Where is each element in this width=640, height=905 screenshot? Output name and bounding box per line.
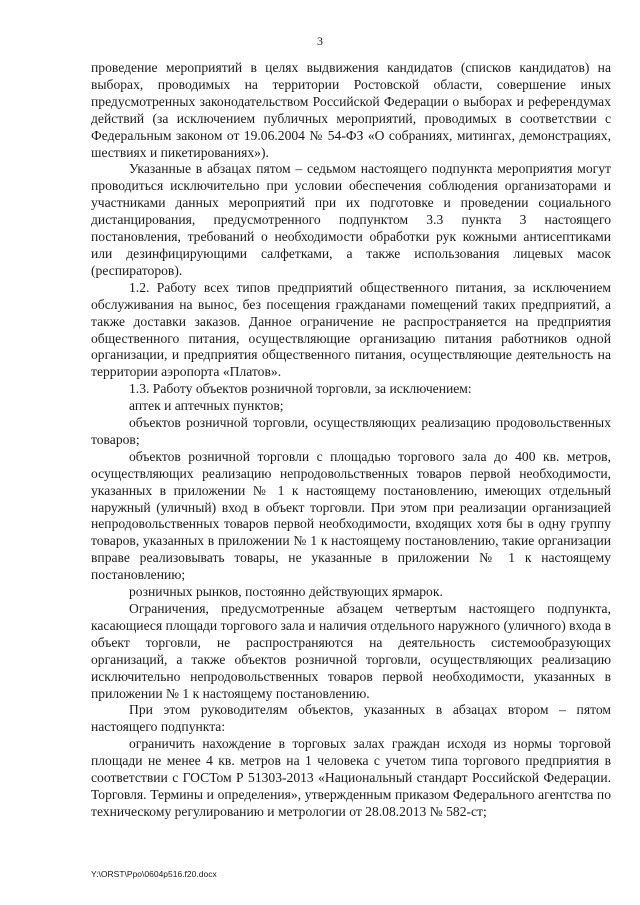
paragraph: аптек и аптечных пунктов; <box>129 398 284 414</box>
paragraph: розничных рынков, постоянно действующих ярмарок. <box>129 584 443 600</box>
paragraph: Указанные в абзацах пятом – седьмом настоящего подпункта мероприятия могут проводиться исключительно при условии обеспечения соблюдения организаторами и участниками данных мероприятий при их подготовке и проведении социального дистанцирования, предусмотренного подпунктом 3.3 пункта 3 настоящего постановления, требований о необходимости обработки рук кожными антисептиками или дезинфицирующими салфетками, а также использования лицевых масок (респираторов). <box>91 161 611 278</box>
paragraph: ограничить нахождение в торговых залах граждан исходя из нормы торговой площади не менее 4 кв. метров на 1 человека с учетом типа торгового предприятия в соответствии с ГОСТом Р 51303-2013 «Национальный стандарт Российской Федерации. Торговля. Термины и определения», утвержденным приказом Федерального агентства по техническому регулированию и метрологии от 28.08.2013 № 582-ст; <box>91 736 611 819</box>
paragraph: Ограничения, предусмотренные абзацем четвертым настоящего подпункта, касающиеся площади торгового зала и наличия отдельного наружного (уличного) входа в объект торговли, не распространяются на деятельность системообразующих организаций, а также объектов розничной торговли, осуществляющих реализацию исключительно непродовольственных товаров первой необходимости, указанных в приложении № 1 к настоящему постановлению. <box>91 601 611 701</box>
paragraph: При этом руководителям объектов, указанных в абзацах втором – пятом настоящего подпункта: <box>91 702 611 735</box>
page-number: 3 <box>317 34 323 48</box>
file-path-footer: Y:\ORST\Ppo\0604p516.f20.docx <box>91 869 217 879</box>
paragraph: объектов розничной торговли, осуществляющих реализацию продовольственных товаров; <box>91 415 611 447</box>
paragraph: объектов розничной торговли с площадью торгового зала до 400 кв. метров, осуществляющих реализацию непродовольственных товаров первой необходимости, указанных в приложении № 1 к настоящему постановлению, имеющих отдельный наружный (уличный) вход в объект торговли. При этом при реализации организацией непродовольственных товаров первой необходимости, входящих хотя бы в одну группу товаров, указанных в приложении № 1 к настоящему постановлению, такие организации вправе реализовывать товары, не указанные в приложении № 1 к настоящему постановлению; <box>91 448 611 583</box>
paragraph: проведение мероприятий в целях выдвижения кандидатов (списков кандидатов) на выборах, проводимых на территории Ростовской области, совершение иных предусмотренных законодательством Российской Федерации о выборах и референдумах действий (за исключением публичных мероприятий, проводимых в соответствии с Федеральным законом от 19.06.2004 № 54-ФЗ «О собраниях, митингах, демонстрациях, шествиях и пикетированиях»). <box>91 60 611 160</box>
paragraph: 1.2. Работу всех типов предприятий общественного питания, за исключением обслуживания на вынос, без посещения гражданами помещений таких предприятий, а также доставки заказов. Данное ограничение не распространяется на предприятия общественного питания, осуществляющие организацию питания работников одной организации, и предприятия общественного питания, осуществляющие деятельность на территории аэропорта «Платов». <box>91 279 611 380</box>
document-body <box>91 60 611 821</box>
paragraph: 1.3. Работу объектов розничной торговли, за исключением: <box>129 381 472 397</box>
